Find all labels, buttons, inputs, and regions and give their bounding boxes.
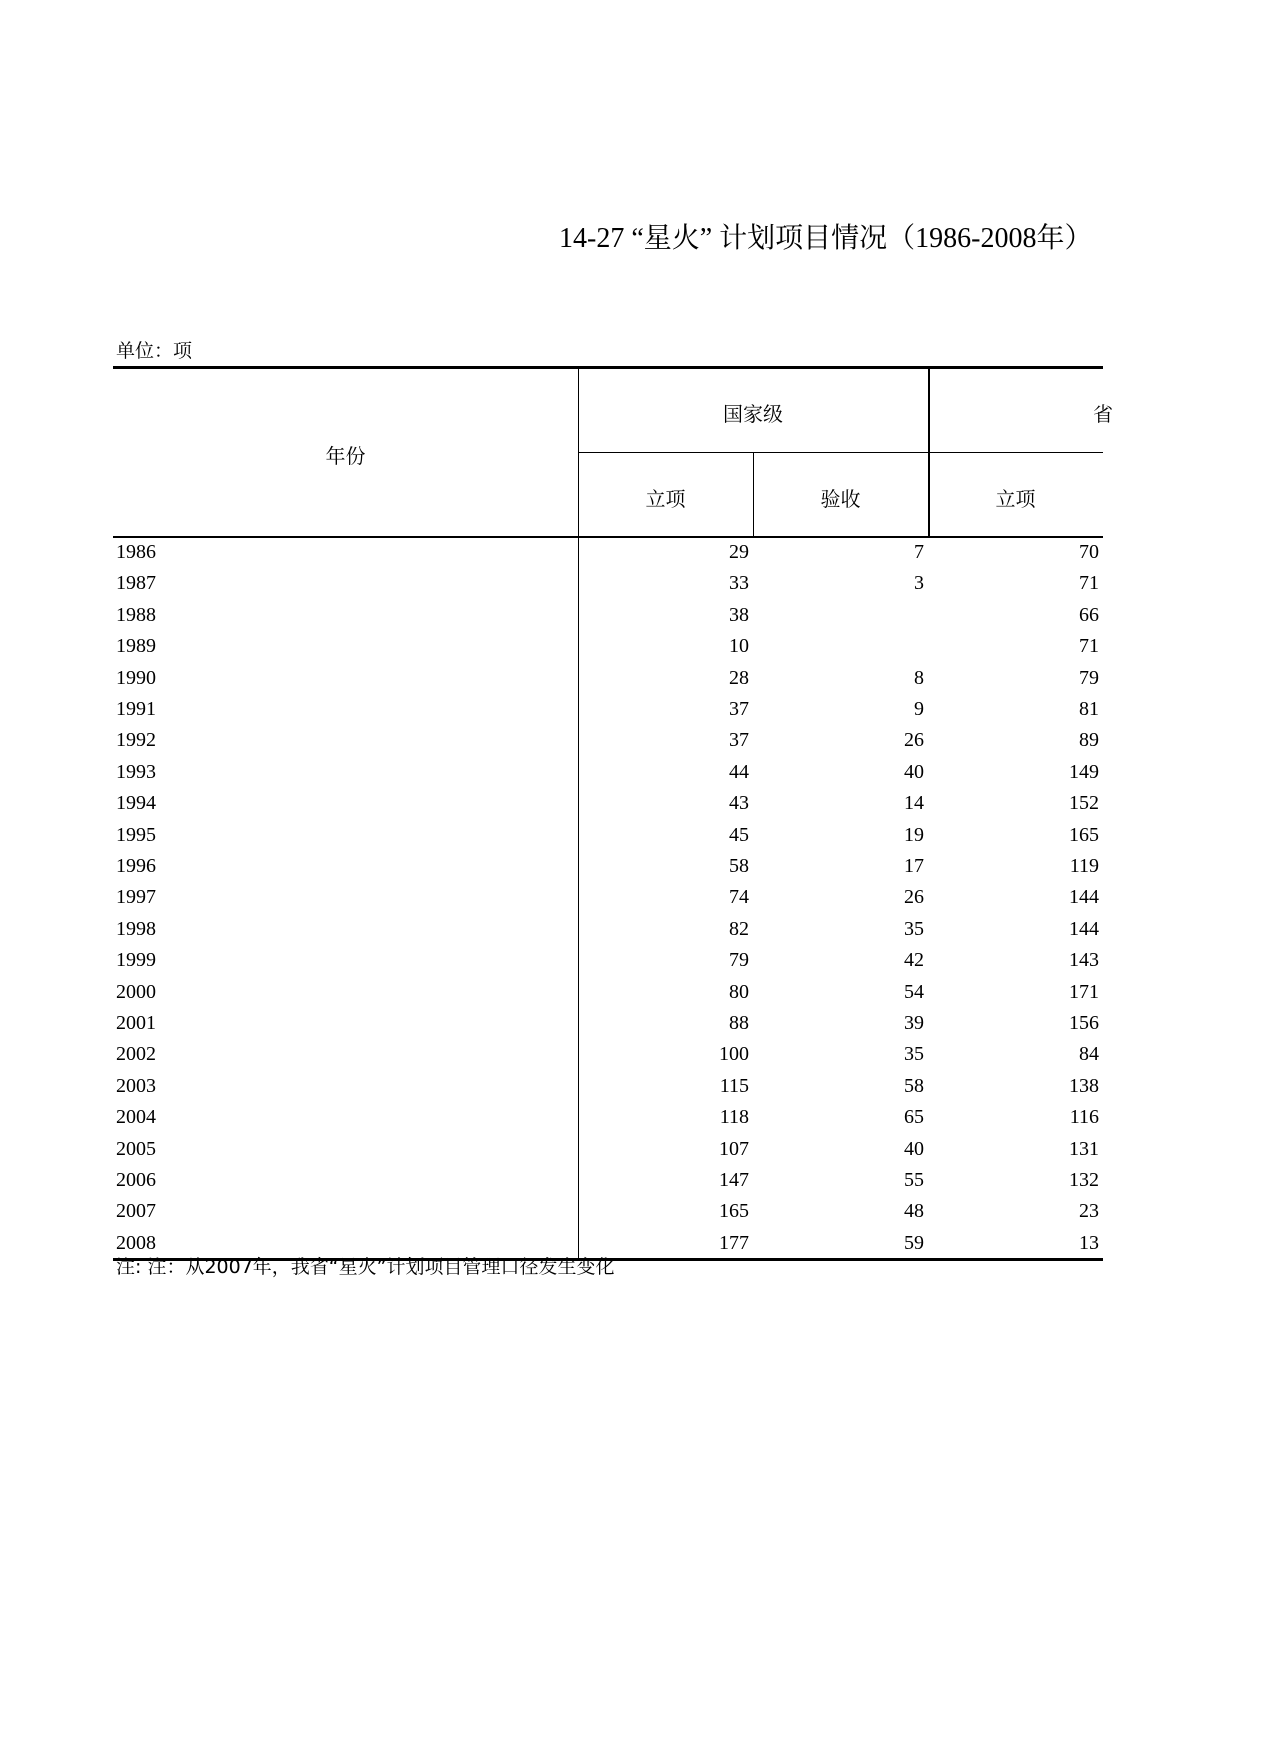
row-national-accept: 3 — [914, 572, 924, 594]
row-national-approve: 147 — [719, 1169, 749, 1191]
row-year: 2001 — [116, 1012, 156, 1034]
row-national-accept: 54 — [904, 981, 924, 1003]
row-national-accept: 7 — [914, 541, 924, 563]
row-national-approve: 38 — [729, 604, 749, 626]
row-provincial-approve: 131 — [1069, 1138, 1099, 1160]
row-year: 2008 — [116, 1232, 156, 1254]
row-year: 1987 — [116, 572, 156, 594]
row-provincial-approve: 84 — [1079, 1043, 1099, 1065]
row-year: 1996 — [116, 855, 156, 877]
row-national-accept: 55 — [904, 1169, 924, 1191]
row-national-accept: 42 — [904, 949, 924, 971]
row-year: 2000 — [116, 981, 156, 1003]
row-national-approve: 37 — [729, 729, 749, 751]
row-national-approve: 45 — [729, 824, 749, 846]
row-year: 1995 — [116, 824, 156, 846]
row-national-approve: 10 — [729, 635, 749, 657]
header-national: 国家级 — [723, 402, 783, 426]
row-provincial-approve: 89 — [1079, 729, 1099, 751]
row-national-accept: 35 — [904, 918, 924, 940]
row-provincial-approve: 23 — [1079, 1200, 1099, 1222]
row-national-accept: 58 — [904, 1075, 924, 1097]
row-national-accept: 19 — [904, 824, 924, 846]
row-national-approve: 165 — [719, 1200, 749, 1222]
row-national-accept: 39 — [904, 1012, 924, 1034]
row-provincial-approve: 71 — [1079, 572, 1099, 594]
row-national-approve: 118 — [719, 1106, 749, 1128]
row-year: 1997 — [116, 886, 156, 908]
row-provincial-approve: 116 — [1069, 1106, 1099, 1128]
header-bottom-rule — [113, 536, 1103, 538]
row-national-accept: 26 — [904, 886, 924, 908]
footnote: 注: 注：从2007年，我省“星火”计划项目管理口径发生变化 — [116, 1256, 615, 1278]
row-year: 2007 — [116, 1200, 156, 1222]
header-national-accept: 验收 — [820, 487, 861, 511]
row-provincial-approve: 143 — [1069, 949, 1099, 971]
row-national-approve: 177 — [719, 1232, 749, 1254]
row-year: 2003 — [116, 1075, 156, 1097]
row-national-approve: 82 — [729, 918, 749, 940]
row-national-accept: 9 — [914, 698, 924, 720]
header-year: 年份 — [325, 444, 366, 468]
row-national-approve: 79 — [729, 949, 749, 971]
unit-label: 单位：项 — [116, 340, 193, 362]
row-provincial-approve: 152 — [1069, 792, 1099, 814]
header-provincial: 省 — [1093, 402, 1113, 426]
row-provincial-approve: 79 — [1079, 667, 1099, 689]
row-national-accept: 65 — [904, 1106, 924, 1128]
row-year: 1992 — [116, 729, 156, 751]
row-provincial-approve: 132 — [1069, 1169, 1099, 1191]
row-national-approve: 37 — [729, 698, 749, 720]
row-year: 1991 — [116, 698, 156, 720]
row-national-approve: 80 — [729, 981, 749, 1003]
header-mid-rule — [578, 452, 1103, 453]
table-top-rule — [113, 366, 1103, 369]
row-year: 1993 — [116, 761, 156, 783]
row-national-approve: 115 — [719, 1075, 749, 1097]
row-national-accept: 40 — [904, 761, 924, 783]
row-national-approve: 58 — [729, 855, 749, 877]
row-year: 1999 — [116, 949, 156, 971]
row-provincial-approve: 13 — [1079, 1232, 1099, 1254]
row-national-approve: 33 — [729, 572, 749, 594]
row-provincial-approve: 165 — [1069, 824, 1099, 846]
row-year: 2005 — [116, 1138, 156, 1160]
row-provincial-approve: 119 — [1069, 855, 1099, 877]
row-year: 2002 — [116, 1043, 156, 1065]
row-national-accept: 17 — [904, 855, 924, 877]
row-national-approve: 29 — [729, 541, 749, 563]
row-provincial-approve: 171 — [1069, 981, 1099, 1003]
row-national-accept: 59 — [904, 1232, 924, 1254]
row-provincial-approve: 144 — [1069, 918, 1099, 940]
row-provincial-approve: 81 — [1079, 698, 1099, 720]
row-provincial-approve: 138 — [1069, 1075, 1099, 1097]
row-year: 2004 — [116, 1106, 156, 1128]
row-national-approve: 74 — [729, 886, 749, 908]
row-national-accept: 35 — [904, 1043, 924, 1065]
row-national-approve: 107 — [719, 1138, 749, 1160]
row-national-accept: 8 — [914, 667, 924, 689]
row-year: 1986 — [116, 541, 156, 563]
row-national-approve: 88 — [729, 1012, 749, 1034]
row-year: 2006 — [116, 1169, 156, 1191]
row-year: 1988 — [116, 604, 156, 626]
row-national-accept: 48 — [904, 1200, 924, 1222]
page-title: 14-27 “星火” 计划项目情况（1986-2008年） — [559, 223, 1093, 254]
row-provincial-approve: 144 — [1069, 886, 1099, 908]
row-national-approve: 100 — [719, 1043, 749, 1065]
row-national-accept: 14 — [904, 792, 924, 814]
row-provincial-approve: 66 — [1079, 604, 1099, 626]
row-national-approve: 44 — [729, 761, 749, 783]
row-provincial-approve: 149 — [1069, 761, 1099, 783]
row-provincial-approve: 71 — [1079, 635, 1099, 657]
row-provincial-approve: 156 — [1069, 1012, 1099, 1034]
row-national-approve: 28 — [729, 667, 749, 689]
row-year: 1990 — [116, 667, 156, 689]
row-year: 1989 — [116, 635, 156, 657]
row-provincial-approve: 70 — [1079, 541, 1099, 563]
row-year: 1998 — [116, 918, 156, 940]
row-year: 1994 — [116, 792, 156, 814]
row-national-accept: 26 — [904, 729, 924, 751]
row-national-accept: 40 — [904, 1138, 924, 1160]
header-national-approve: 立项 — [645, 487, 686, 511]
row-national-approve: 43 — [729, 792, 749, 814]
header-provincial-approve: 立项 — [995, 487, 1036, 511]
